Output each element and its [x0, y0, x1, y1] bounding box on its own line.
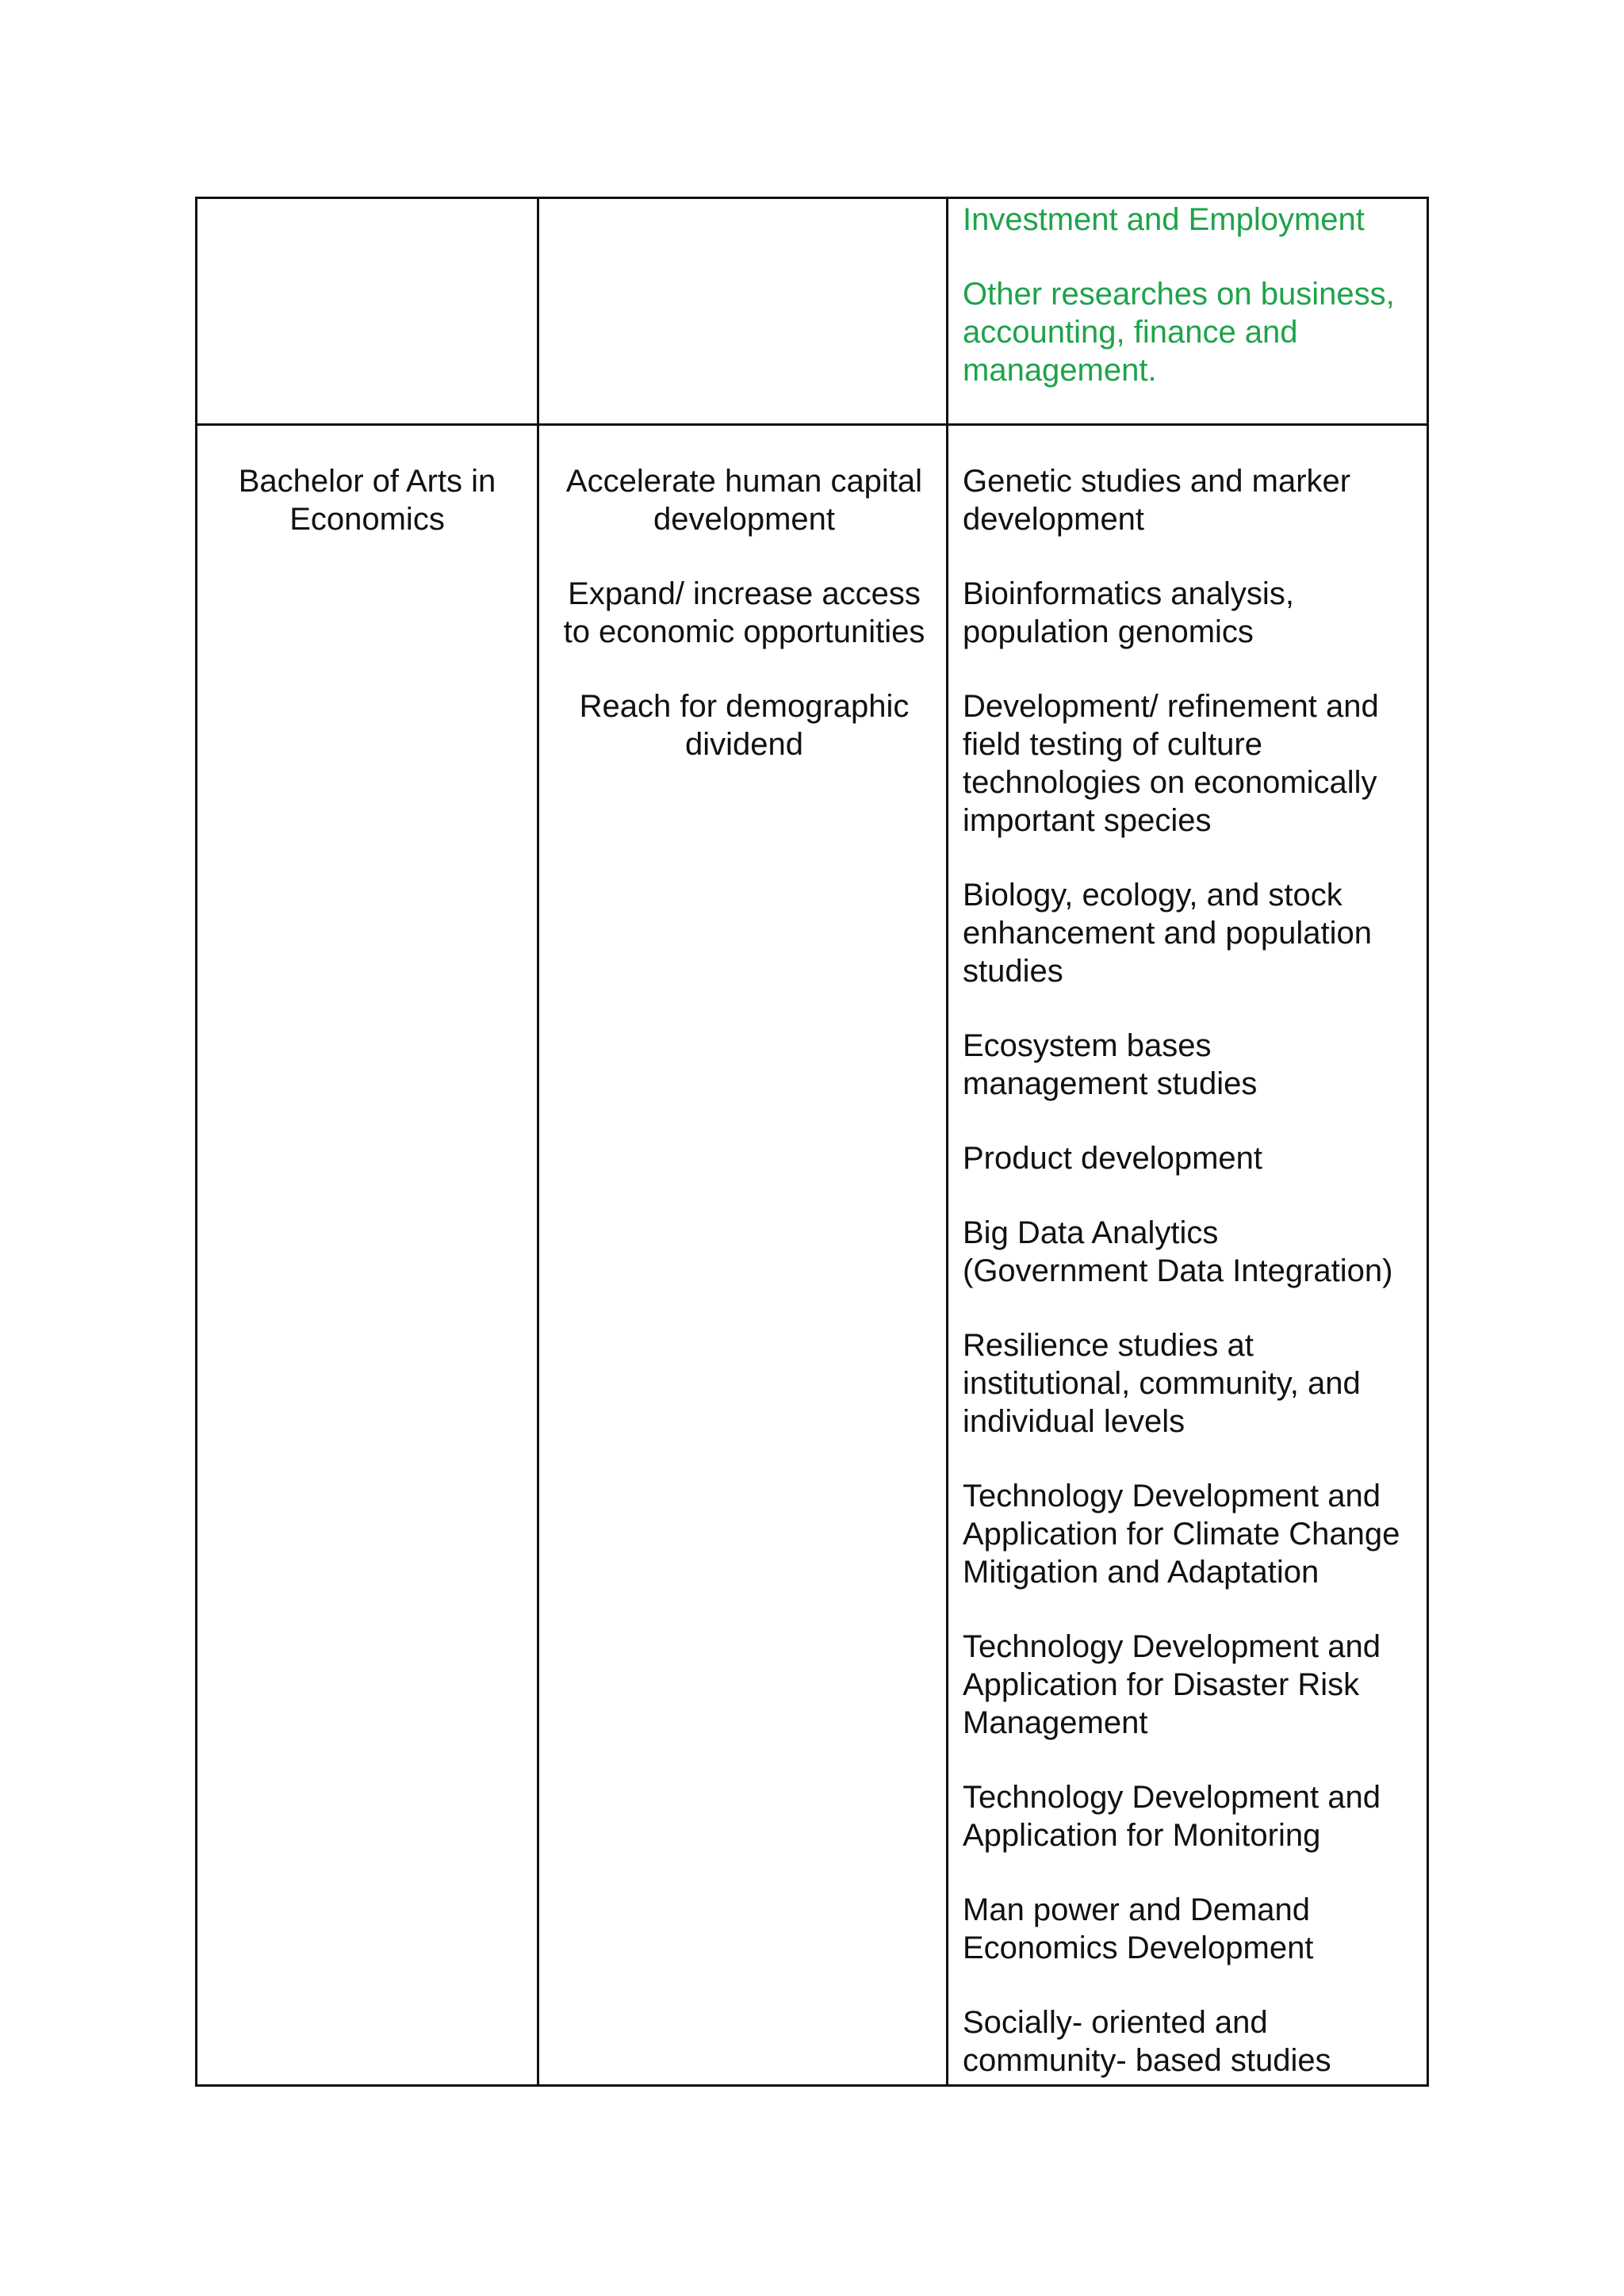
research-area-item: Development/ refinement and field testing of culture technologies on economically important species [963, 689, 1379, 838]
program-name: Bachelor of Arts in Economics [238, 464, 496, 537]
research-area-item: Technology Development and Application for Monitoring [963, 1780, 1381, 1853]
table-row-economics [197, 426, 1427, 2084]
research-area-item: Resilience studies at institutional, community, and individual levels [963, 1328, 1361, 1439]
research-areas-cell [948, 426, 1429, 2084]
goal-item: Expand/ increase access to economic opportunities [563, 576, 925, 649]
research-area-item: Investment and Employment [963, 202, 1365, 237]
research-area-item: Socially- oriented and community- based studies [963, 2005, 1331, 2078]
program-cell [197, 426, 537, 2084]
goals-cell-empty [539, 199, 946, 423]
research-area-item: Other researches on business, accounting, finance and management. [963, 277, 1395, 388]
research-area-item: Product development [963, 1141, 1263, 1176]
goals-cell [539, 426, 946, 2084]
research-area-item: Biology, ecology, and stock enhancement and population studies [963, 878, 1372, 989]
research-agenda-table [195, 197, 1429, 2087]
research-area-item: Man power and Demand Economics Development [963, 1892, 1314, 1965]
research-area-item: Technology Development and Application for Disaster Risk Management [963, 1629, 1381, 1740]
goal-item: Accelerate human capital development [565, 464, 923, 537]
research-area-item: Bioinformatics analysis, population genomics [963, 576, 1294, 649]
research-area-item: Genetic studies and marker development [963, 464, 1351, 537]
program-cell-empty [197, 199, 537, 423]
goal-item: Reach for demographic dividend [579, 689, 910, 762]
research-area-item: Big Data Analytics (Government Data Integration) [963, 1215, 1393, 1288]
research-area-item: Technology Development and Application for Climate Change Mitigation and Adaptation [963, 1479, 1400, 1590]
research-areas-cell-continued [948, 199, 1429, 423]
table-row-continuation [197, 199, 1427, 426]
research-area-item: Ecosystem bases management studies [963, 1028, 1258, 1101]
